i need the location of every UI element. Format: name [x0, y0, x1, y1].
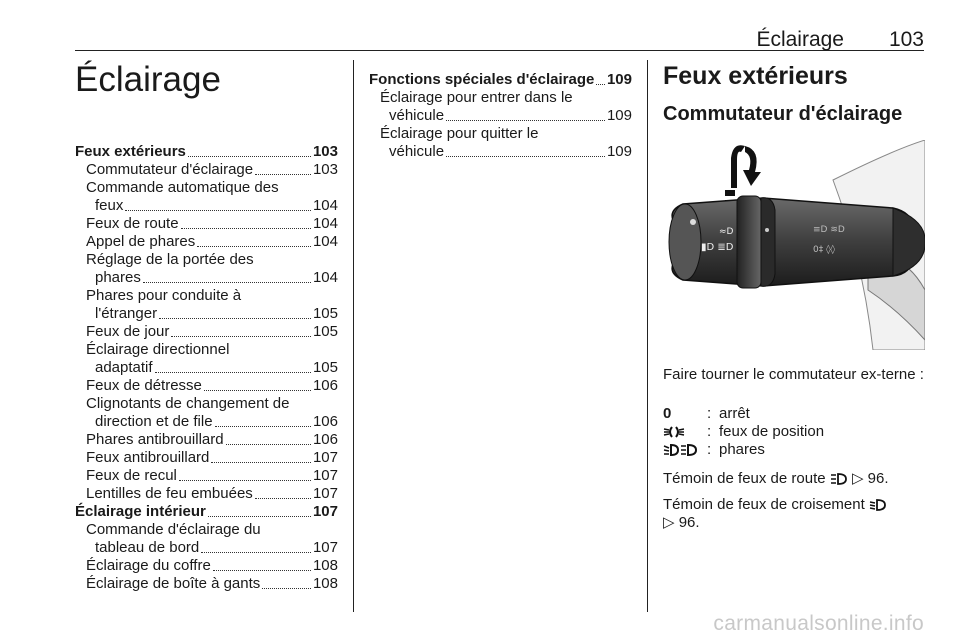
- toc-entry[interactable]: Commutateur d'éclairage 103: [86, 161, 338, 178]
- switch-legend: [663, 405, 925, 459]
- legend-row: 0 : arrêt: [663, 405, 750, 422]
- toc-entry[interactable]: phares 104: [95, 269, 338, 286]
- stalk-drawing-icon: [663, 140, 925, 350]
- toc-entry-line: Phares pour conduite à: [86, 287, 242, 304]
- toc-entry[interactable]: Phares antibrouillard 106: [86, 431, 338, 448]
- svg-text:≡D ≋D: ≡D ≋D: [813, 225, 845, 235]
- light-switch-illustration: [663, 140, 925, 350]
- intro-paragraph: Faire tourner le commutateur ex-terne :: [663, 366, 924, 383]
- toc-entry[interactable]: Éclairage du coffre 108: [86, 557, 338, 574]
- toc-entry[interactable]: Feux de route 104: [86, 215, 338, 232]
- toc-entry[interactable]: adaptatif 105: [95, 359, 338, 376]
- toc-entry[interactable]: Éclairage de boîte à gants 108: [86, 575, 338, 592]
- chapter-title: Éclairage: [75, 60, 221, 99]
- svg-text:0‡ ◊◊: 0‡ ◊◊: [813, 245, 835, 255]
- legend-label: phares: [719, 441, 765, 458]
- toc-entry-line: Éclairage pour entrer dans le: [380, 89, 573, 106]
- section-heading: Feux extérieurs: [663, 62, 848, 90]
- section-headings: [663, 62, 925, 126]
- page-reference[interactable]: 96.: [678, 514, 700, 531]
- toc-entry[interactable]: Feux de détresse 106: [86, 377, 338, 394]
- high-beam-icon: [830, 473, 848, 485]
- low-beam-paragraph: Témoin de feux de croisement ▷ 96.: [663, 496, 925, 532]
- toc-entry[interactable]: Feux de jour 105: [86, 323, 338, 340]
- table-of-contents-continued: [369, 71, 632, 161]
- page-reference[interactable]: 96.: [867, 470, 889, 487]
- headlights-icon: [663, 441, 707, 459]
- toc-entry[interactable]: Lentilles de feu embuées 107: [86, 485, 338, 502]
- toc-entry[interactable]: véhicule 109: [389, 107, 632, 124]
- toc-entry[interactable]: direction et de file 106: [95, 413, 338, 430]
- toc-section[interactable]: Éclairage intérieur 107: [75, 503, 338, 520]
- svg-text:▮D ≣D: ▮D ≣D: [701, 242, 734, 253]
- legend-row: : feux de position: [663, 423, 925, 441]
- cross-reference-icon[interactable]: ▷: [663, 514, 675, 531]
- toc-entry-line: Commande d'éclairage du: [86, 521, 261, 538]
- toc-entry[interactable]: Appel de phares 104: [86, 233, 338, 250]
- toc-entry[interactable]: Feux de recul 107: [86, 467, 338, 484]
- toc-entry-line: Clignotants de changement de: [86, 395, 290, 412]
- column-divider: [353, 60, 354, 612]
- high-beam-paragraph: Témoin de feux de route ▷ 96.: [663, 470, 889, 487]
- toc-entry-line: Éclairage directionnel: [86, 341, 230, 358]
- off-symbol: 0: [663, 405, 672, 422]
- running-title: Éclairage: [756, 28, 844, 51]
- legend-row: : phares: [663, 441, 925, 459]
- subsection-heading: Commutateur d'éclairage: [663, 103, 903, 125]
- position-lights-icon: [663, 423, 707, 441]
- toc-entry-line: Éclairage pour quitter le: [380, 125, 539, 142]
- toc-section[interactable]: Feux extérieurs 103: [75, 143, 338, 160]
- legend-label: arrêt: [719, 405, 750, 422]
- low-beam-icon: [869, 499, 887, 511]
- watermark: carmanualsonline.info: [713, 612, 924, 635]
- toc-entry[interactable]: véhicule 109: [389, 143, 632, 160]
- page-number: 103: [888, 28, 924, 51]
- table-of-contents: [75, 143, 338, 593]
- toc-entry-line: Commande automatique des: [86, 179, 279, 196]
- toc-entry-line: Réglage de la portée des: [86, 251, 254, 268]
- svg-text:≈D: ≈D: [719, 227, 734, 237]
- toc-section[interactable]: Fonctions spéciales d'éclairage 109: [369, 71, 632, 88]
- toc-entry[interactable]: tableau de bord 107: [95, 539, 338, 556]
- cross-reference-icon[interactable]: ▷: [851, 470, 864, 487]
- toc-entry[interactable]: feux 104: [95, 197, 338, 214]
- page-header: [75, 28, 924, 51]
- legend-label: feux de position: [719, 423, 825, 440]
- toc-entry[interactable]: Feux antibrouillard 107: [86, 449, 338, 466]
- toc-entry[interactable]: l'étranger 105: [95, 305, 338, 322]
- column-divider: [647, 60, 648, 612]
